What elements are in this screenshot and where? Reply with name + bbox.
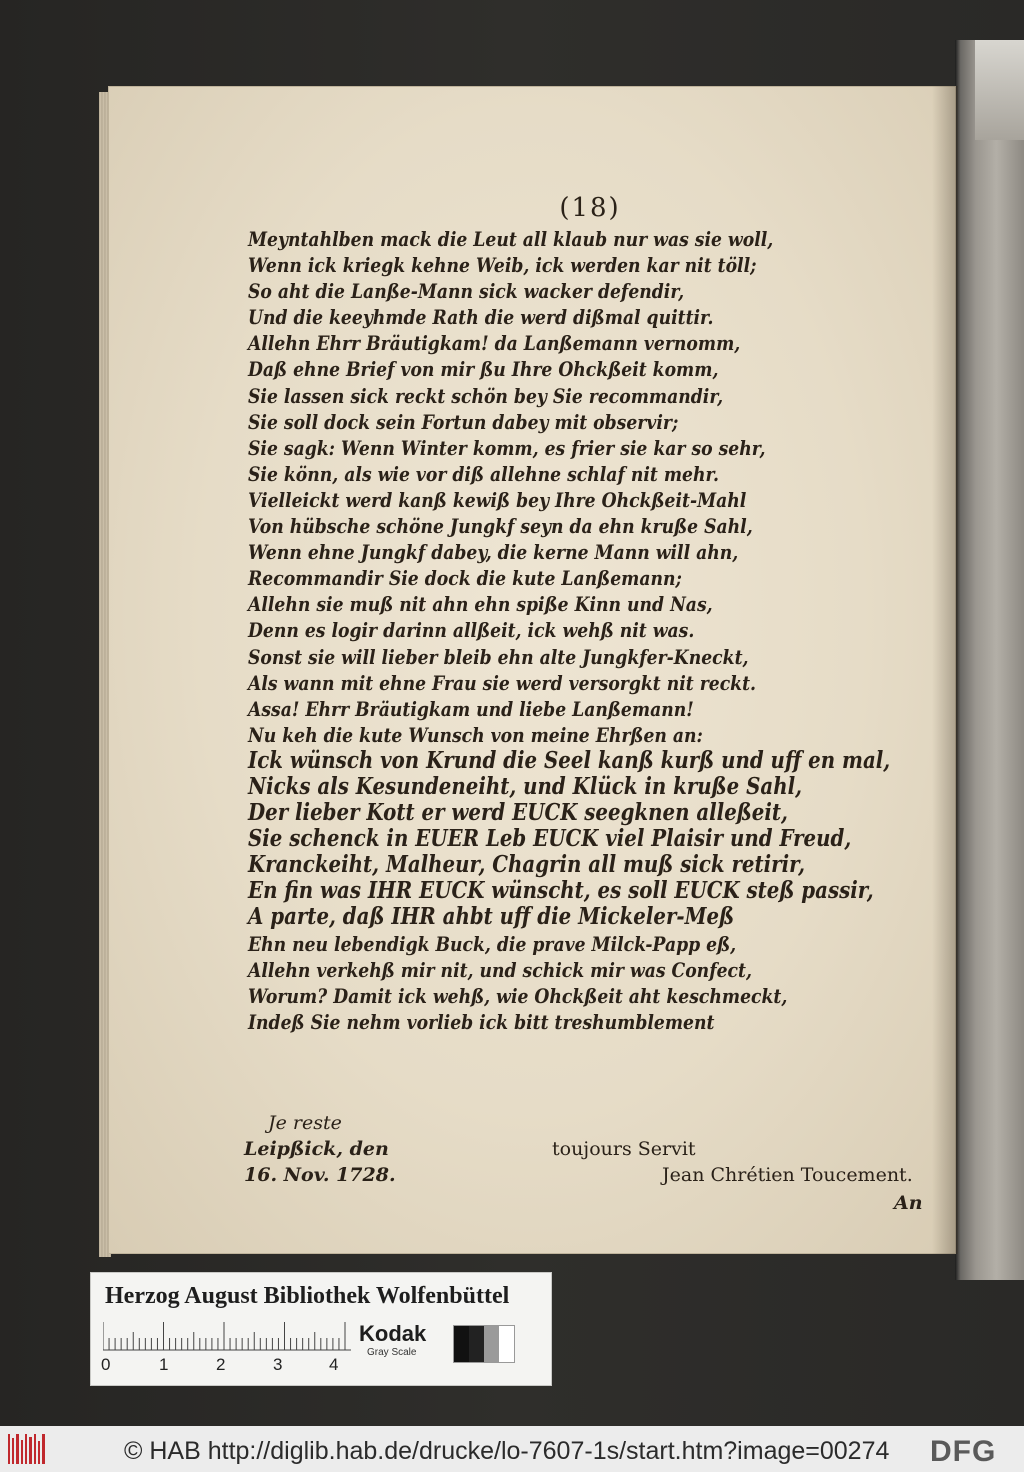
hab-barcode-icon xyxy=(8,1432,48,1466)
text-line: Wenn ehne Jungkf dabey, die kerne Mann will ahn, xyxy=(248,540,739,565)
text-line: Nicks als Kesundeneiht, und Klück in kruße Sahl, xyxy=(248,772,803,800)
text-line: Sie soll dock sein Fortun dabey mit observir; xyxy=(248,409,679,434)
text-line: Sie könn, als wie vor diß allehne schlaf nit mehr. xyxy=(248,461,719,486)
library-name: Herzog August Bibliothek Wolfenbüttel xyxy=(105,1283,510,1309)
text-line: Indeß Sie nehm vorlieb ick bitt treshumblement xyxy=(248,1009,715,1034)
text-line: Worum? Damit ick wehß, wie Ohckßeit aht keschmeckt, xyxy=(248,983,788,1008)
poem-text-block xyxy=(248,226,891,1035)
closing-toujours: toujours Servit xyxy=(552,1138,696,1160)
ruler-digit-1: 1 xyxy=(159,1355,169,1374)
adjacent-page-corner xyxy=(975,40,1024,140)
text-line: Von hübsche schöne Jungkf seyn da ehn kruße Sahl, xyxy=(248,514,753,539)
text-line: Allehn Ehrr Bräutigkam! da Lanßemann vernomm, xyxy=(248,331,741,356)
text-line: Assa! Ehrr Bräutigkam und liebe Lanßemann! xyxy=(248,696,694,721)
text-line: Sonst sie will lieber bleib ehn alte Jungkfer-Kneckt, xyxy=(248,644,749,669)
text-line: Als wann mit ehne Frau sie werd versorgkt nit reckt. xyxy=(248,670,757,695)
text-line: Sie lassen sick reckt schön bey Sie recommandir, xyxy=(248,383,724,408)
ruler-digit-4: 4 xyxy=(329,1355,339,1374)
text-line: Daß ehne Brief von mir ßu Ihre Ohckßeit komm, xyxy=(248,357,719,382)
ruler-digit-3: 3 xyxy=(273,1355,283,1374)
ruler-digit-2: 2 xyxy=(216,1355,226,1374)
gray-scale-patches xyxy=(453,1325,515,1363)
text-line: Kranckeiht, Malheur, Chagrin all muß sick retirir, xyxy=(248,851,805,879)
text-line: Sie sagk: Wenn Winter komm, es frier sie kar so sehr, xyxy=(248,435,766,460)
closing-je-reste: Je reste xyxy=(268,1112,342,1134)
text-line: Ehn neu lebendigk Buck, die prave Milck-Papp eß, xyxy=(248,931,737,956)
closing-date: 16. Nov. 1728. xyxy=(244,1164,396,1186)
text-line: Und die keeyhmde Rath die werd dißmal quittir. xyxy=(248,305,714,330)
text-line: Denn es logir darinn allßeit, ick wehß nit was. xyxy=(248,618,695,643)
closing-place: Leipßick, den xyxy=(244,1138,389,1160)
text-line: Recommandir Sie dock die kute Lanßemann; xyxy=(248,566,682,591)
text-line: Vielleickt werd kanß kewiß bey Ihre Ohckßeit-Mahl xyxy=(248,487,747,512)
signature: Jean Chrétien Toucement. xyxy=(662,1164,913,1186)
copyright-url[interactable]: © HAB http://diglib.hab.de/drucke/lo-7607-1s/start.htm?image=00274 xyxy=(124,1437,890,1465)
text-line: Meyntahlben mack die Leut all klaub nur was sie woll, xyxy=(248,227,774,251)
adjacent-page-edge xyxy=(955,40,1024,1280)
text-line: En fin was IHR EUCK wünscht, es soll EUCK steß passir, xyxy=(248,877,874,905)
text-line: Allehn verkehß mir nit, und schick mir was Confect, xyxy=(248,957,752,982)
text-line: A parte, daß IHR ahbt uff die Mickeler-Meß xyxy=(248,903,735,931)
page-gutter-shadow xyxy=(932,86,958,1254)
text-line: Der lieber Kott er werd EUCK seegknen alleßeit, xyxy=(248,799,788,827)
kodak-logo: Kodak xyxy=(359,1321,427,1346)
library-color-card xyxy=(90,1272,552,1386)
dfg-logo: DFG xyxy=(930,1435,997,1468)
catchword: An xyxy=(894,1192,923,1214)
text-line: So aht die Lanße-Mann sick wacker defendir, xyxy=(248,279,685,304)
ruler-digit-0: 0 xyxy=(101,1355,111,1374)
text-line: Allehn sie muß nit ahn ehn spiße Kinn und Nas, xyxy=(248,592,713,617)
text-line: Nu keh die kute Wunsch von meine Ehrßen an: xyxy=(248,722,703,747)
text-line: Wenn ick kriegk kehne Weib, ick werden kar nit töll; xyxy=(248,253,757,278)
gray-scale-label: Gray Scale xyxy=(367,1347,417,1358)
scale-ruler xyxy=(103,1321,351,1351)
text-line: Ick wünsch von Krund die Seel kanß kurß und uff en mal, xyxy=(248,746,891,774)
page-number: (18) xyxy=(559,193,621,223)
text-line: Sie schenck in EUER Leb EUCK viel Plaisir und Freud, xyxy=(248,825,852,853)
